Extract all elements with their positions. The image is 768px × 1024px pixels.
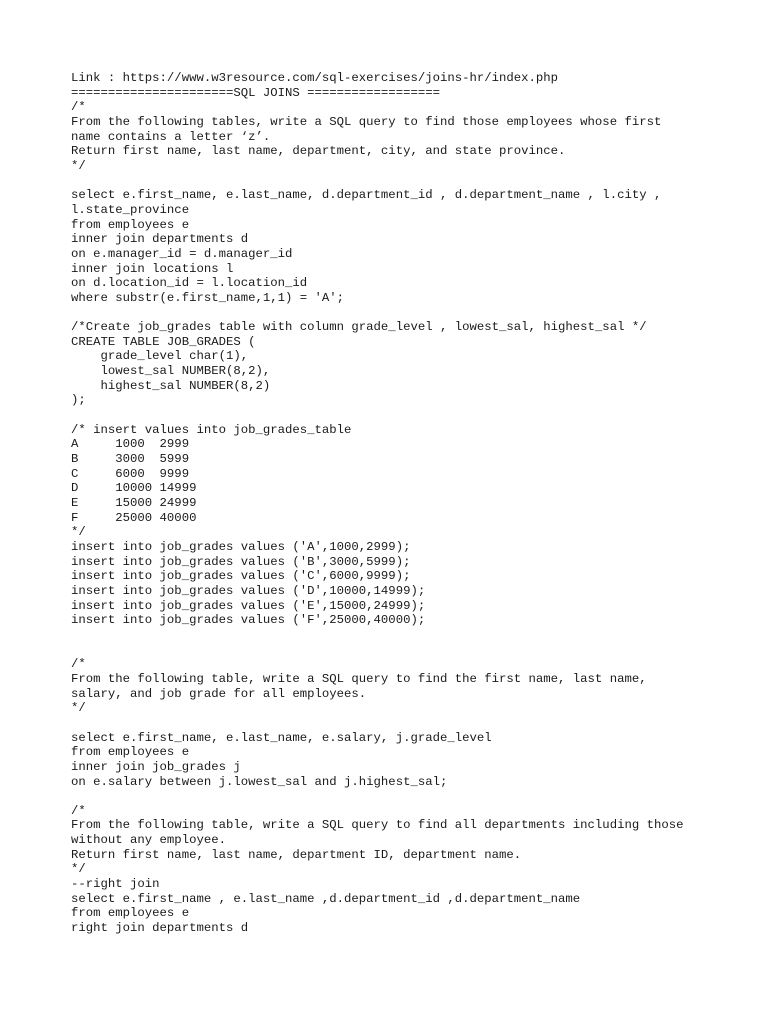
comment-line: without any employee. [71,833,226,848]
link-line: Link : https://www.w3resource.com/sql-exercises/joins-hr/index.php [71,71,559,85]
code-line: CREATE TABLE JOB_GRADES ( [71,334,256,349]
code-line: on d.location_id = l.location_id [71,276,308,291]
code-line: from employees e [71,217,190,232]
comment-line: /* insert values into job_grades_table [71,422,352,437]
code-line: from employees e [71,745,190,760]
comment-line: /* [71,657,86,672]
comment-line: From the following tables, write a SQL query to find those employees whose first [71,114,662,129]
comment-line: */ [71,862,86,877]
comment-line: */ [71,158,86,173]
blank-line [71,716,751,731]
blank-line [71,628,751,643]
code-line: select e.first_name, e.last_name, d.department_id , d.department_name , l.city , [71,188,662,203]
comment-line: D 10000 14999 [71,481,197,496]
blank-line [71,408,751,423]
comment-line: A 1000 2999 [71,437,190,452]
code-line: insert into job_grades values ('C',6000,9999); [71,569,411,584]
comment-line: From the following table, write a SQL query to find all departments including those [71,818,684,833]
code-line: insert into job_grades values ('A',1000,2999); [71,540,411,554]
comment-line: F 25000 40000 [71,510,197,525]
code-line: highest_sal NUMBER(8,2) [71,378,271,393]
blank-line [71,789,751,804]
code-line: insert into job_grades values ('F',25000,40000); [71,613,426,628]
blank-line [71,643,751,658]
comment-line: */ [71,701,86,716]
comment-line: /*Create job_grades table with column grade_level , lowest_sal, highest_sal */ [71,320,647,335]
comment-line: Return first name, last name, department, city, and state province. [71,144,566,159]
comment-line: name contains a letter ‘z’. [71,129,271,144]
comment-line: */ [71,525,86,540]
section-heading: ======================SQL JOINS ================== [71,85,440,100]
comment-line: /* [71,100,86,115]
code-line: ); [71,393,86,408]
blank-line [71,306,751,321]
code-line: inner join job_grades j [71,759,241,774]
code-line: grade_level char(1), [71,349,249,364]
comment-line: /* [71,803,86,818]
comment-line: B 3000 5999 [71,452,190,467]
comment-line: From the following table, write a SQL query to find the first name, last name, [71,671,647,686]
code-line: inner join locations l [71,261,234,276]
code-line: on e.salary between j.lowest_sal and j.highest_sal; [71,774,448,789]
comment-line: Return first name, last name, department ID, department name. [71,847,522,862]
code-line: from employees e [71,906,190,921]
comment-line: --right join [71,877,160,892]
code-line: on e.manager_id = d.manager_id [71,246,293,261]
comment-line: salary, and job grade for all employees. [71,686,367,701]
code-line: select e.first_name , e.last_name ,d.department_id ,d.department_name [71,891,581,906]
code-line: insert into job_grades values ('E',15000,24999); [71,598,426,613]
code-line: right join departments d [71,921,249,936]
comment-line: C 6000 9999 [71,466,190,481]
code-line: inner join departments d [71,232,249,247]
code-line: l.state_province [71,202,190,217]
code-line: where substr(e.first_name,1,1) = 'A'; [71,290,345,305]
code-line: select e.first_name, e.last_name, e.salary, j.grade_level [71,730,492,745]
code-line: insert into job_grades values ('D',10000,14999); [71,583,426,598]
code-line: insert into job_grades values ('B',3000,5999); [71,554,411,569]
document-page [71,71,751,936]
code-line: lowest_sal NUMBER(8,2), [71,364,271,379]
comment-line: E 15000 24999 [71,496,197,511]
blank-line [71,174,751,189]
